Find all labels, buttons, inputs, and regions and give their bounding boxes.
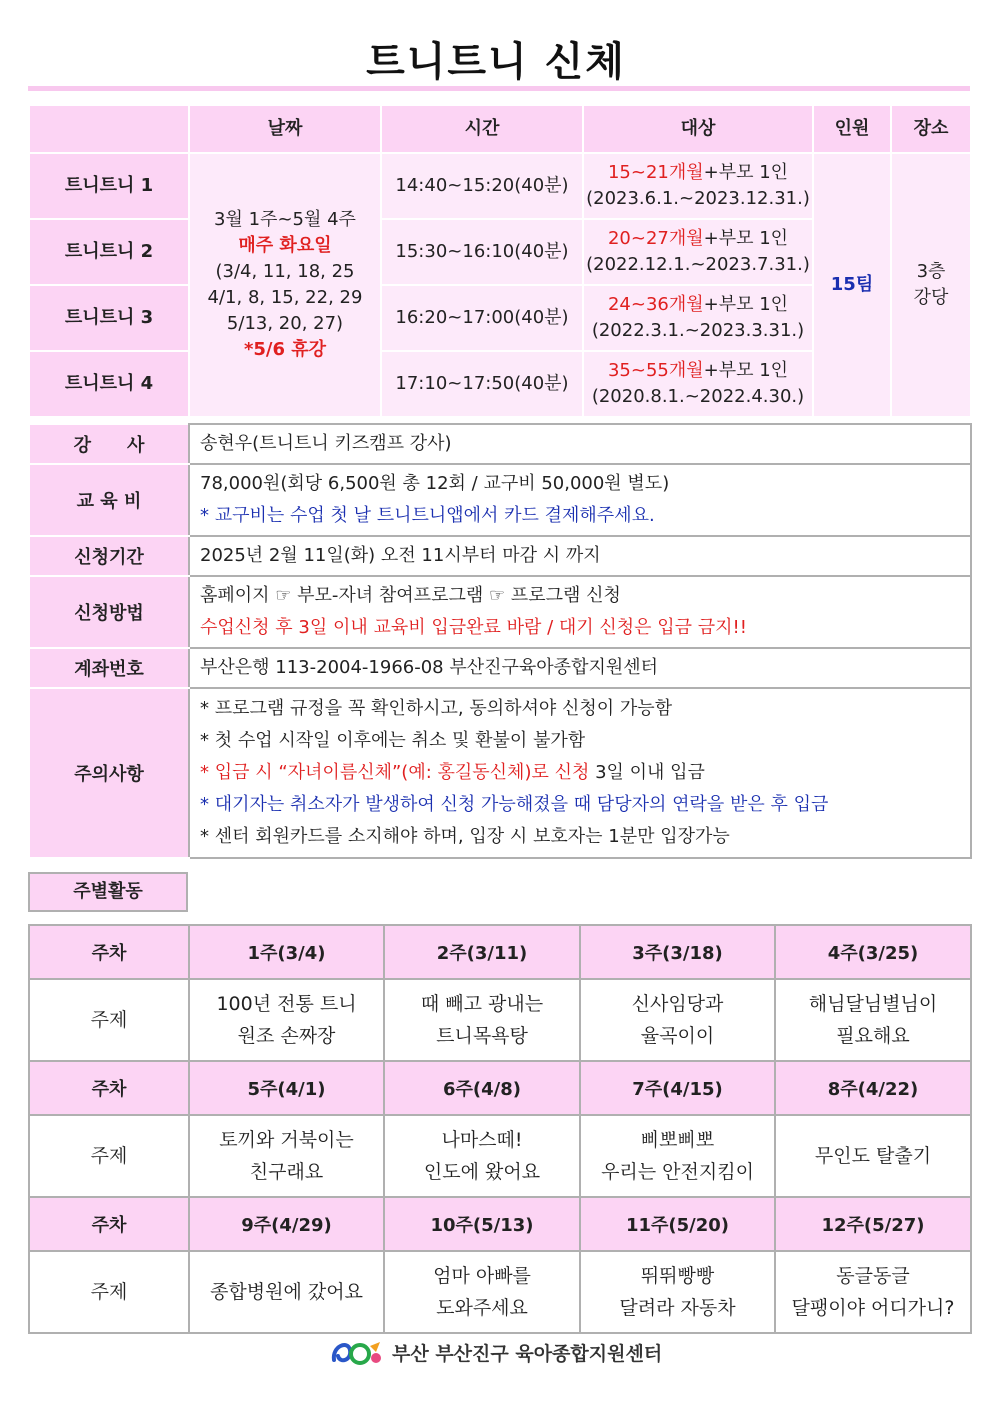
target-birth: (2023.6.1.~2023.12.31.): [586, 188, 810, 209]
date-holiday: *5/6 휴강: [243, 339, 327, 360]
note-item: * 센터 회원카드를 소지해야 하며, 입장 시 보호자는 1분만 입장가능: [200, 826, 730, 847]
footer-text: 부산 부산진구 육아종합지원센터: [392, 1342, 663, 1365]
capacity-cell: 15팀: [813, 153, 891, 417]
weekly-table: [28, 924, 972, 1334]
week-cell: 7주(4/15): [580, 1061, 775, 1115]
class-name: 트니트니 4: [29, 351, 189, 417]
target-birth: (2022.12.1.~2023.7.31.): [586, 254, 810, 275]
week-cell: 11주(5/20): [580, 1197, 775, 1251]
class-time: 16:20~17:00(40분): [381, 285, 583, 351]
fee-value: 78,000원(회당 6,500원 총 12회 / 교구비 50,000원 별도): [200, 473, 670, 494]
target-age: 20~27개월: [607, 228, 704, 249]
class-target: [583, 153, 813, 219]
topic-line: 인도에 왔어요: [423, 1161, 541, 1183]
notes-cell: [189, 688, 971, 858]
info-table: [28, 423, 972, 859]
topic-line: 뛰뛰빵빵: [640, 1265, 715, 1287]
week-cell: 8주(4/22): [775, 1061, 971, 1115]
method-value: 홈페이지 ☞ 부모-자녀 참여프로그램 ☞ 프로그램 신청: [200, 585, 621, 606]
topic-cell: [384, 1115, 580, 1197]
topic-cell: [189, 1115, 384, 1197]
topic-cell: [189, 979, 384, 1061]
topic-line: 도와주세요: [436, 1297, 528, 1319]
target-birth: (2022.3.1.~2023.3.31.): [591, 320, 805, 341]
target-age: 24~36개월: [607, 294, 704, 315]
topic-line: 필요해요: [836, 1025, 910, 1047]
note-item: [200, 757, 960, 789]
place-cell: [891, 153, 971, 417]
topic-cell: [580, 1115, 775, 1197]
week-row-label: 주차: [29, 1061, 189, 1115]
week-cell: 3주(3/18): [580, 925, 775, 979]
week-cell: 5주(4/1): [189, 1061, 384, 1115]
fee-label: 교 육 비: [29, 464, 189, 536]
week-cell: 4주(3/25): [775, 925, 971, 979]
fee-note: * 교구비는 수업 첫 날 트니트니앱에서 카드 결제해주세요.: [200, 505, 655, 526]
topic-cell: [580, 1251, 775, 1333]
topic-cell: [775, 979, 971, 1061]
schedule-header-capacity: 인원: [813, 105, 891, 153]
topic-line: 100년 전통 트니: [216, 993, 357, 1015]
topic-line: 친구래요: [249, 1161, 324, 1183]
title-underline: [28, 86, 970, 91]
topic-row-label: 주제: [29, 1115, 189, 1197]
footer: [330, 1334, 662, 1370]
topic-line: 토끼와 거북이는: [219, 1129, 354, 1151]
place-room: 강당: [913, 287, 949, 308]
schedule-header-date: 날짜: [189, 105, 381, 153]
week-cell: 9주(4/29): [189, 1197, 384, 1251]
note-rest-part: 3일 이내 입금: [589, 762, 705, 783]
topic-cell: [384, 1251, 580, 1333]
date-list-april: 4/1, 8, 15, 22, 29: [207, 287, 363, 308]
topic-cell: [775, 1251, 971, 1333]
date-weekday: 매주 화요일: [238, 235, 332, 256]
schedule-header-target: 대상: [583, 105, 813, 153]
instructor-label: 강 사: [29, 424, 189, 464]
period-label: 신청기간: [29, 536, 189, 576]
date-list-may: 5/13, 20, 27): [226, 313, 344, 334]
note-red-part: * 입금 시 “자녀이름신체”(예: 홍길동신체)로 신청: [200, 762, 590, 783]
week-cell: 10주(5/13): [384, 1197, 580, 1251]
week-cell: 12주(5/27): [775, 1197, 971, 1251]
class-time: 14:40~15:20(40분): [381, 153, 583, 219]
week-row-label: 주차: [29, 1197, 189, 1251]
page-title: 트니트니 신체: [366, 39, 626, 85]
topic-cell: [775, 1115, 971, 1197]
schedule-header-blank: [29, 105, 189, 153]
note-item: * 대기자는 취소자가 발생하여 신청 가능해졌을 때 담당자의 연락을 받은 후 입금: [200, 794, 829, 815]
topic-row-label: 주제: [29, 1251, 189, 1333]
date-cell: [189, 153, 381, 417]
place-floor: 3층: [916, 261, 946, 282]
topic-line: 종합병원에 갔어요: [210, 1281, 363, 1303]
topic-line: 원조 손짜장: [237, 1025, 336, 1047]
topic-line: 나마스떼!: [441, 1129, 523, 1151]
topic-line: 우리는 안전지킴이: [601, 1161, 754, 1183]
center-logo-icon: [330, 1336, 384, 1368]
class-target: [583, 285, 813, 351]
week-cell: 6주(4/8): [384, 1061, 580, 1115]
topic-line: 율곡이이: [640, 1025, 715, 1047]
method-note: 수업신청 후 3일 이내 교육비 입금완료 바람 / 대기 신청은 입금 금지!!: [200, 617, 747, 638]
method-cell: [189, 576, 971, 648]
instructor-value: 송현우(트니트니 키즈캠프 강사): [189, 424, 971, 464]
topic-line: 때 빼고 광내는: [420, 993, 544, 1015]
account-label: 계좌번호: [29, 648, 189, 688]
fee-cell: [189, 464, 971, 536]
topic-line: 해님달님별님이: [808, 993, 938, 1015]
topic-line: 트니목욕탕: [436, 1025, 528, 1047]
note-item: * 첫 수업 시작일 이후에는 취소 및 환불이 불가함: [200, 730, 586, 751]
class-target: [583, 219, 813, 285]
weekly-activity-tag: 주별활동: [28, 872, 188, 912]
week-row-label: 주차: [29, 925, 189, 979]
account-value: 부산은행 113-2004-1966-08 부산진구육아종합지원센터: [189, 648, 971, 688]
class-time: 15:30~16:10(40분): [381, 219, 583, 285]
target-suffix: +부모 1인: [703, 228, 789, 249]
target-suffix: +부모 1인: [703, 162, 789, 183]
topic-cell: [580, 979, 775, 1061]
schedule-table: [28, 104, 972, 418]
class-time: 17:10~17:50(40분): [381, 351, 583, 417]
schedule-header-place: 장소: [891, 105, 971, 153]
target-age: 15~21개월: [607, 162, 704, 183]
class-target: [583, 351, 813, 417]
notes-label: 주의사항: [29, 688, 189, 858]
week-cell: 2주(3/11): [384, 925, 580, 979]
class-name: 트니트니 3: [29, 285, 189, 351]
topic-cell: [189, 1251, 384, 1333]
target-suffix: +부모 1인: [703, 294, 789, 315]
date-range: 3월 1주~5월 4주: [214, 209, 356, 230]
week-cell: 1주(3/4): [189, 925, 384, 979]
schedule-header-time: 시간: [381, 105, 583, 153]
method-label: 신청방법: [29, 576, 189, 648]
note-item: * 프로그램 규정을 꼭 확인하시고, 동의하셔야 신청이 가능함: [200, 698, 673, 719]
topic-line: 달려라 자동차: [619, 1297, 736, 1319]
class-name: 트니트니 2: [29, 219, 189, 285]
topic-cell: [384, 979, 580, 1061]
topic-line: 삐뽀삐뽀: [640, 1129, 715, 1151]
topic-line: 무인도 탈출기: [814, 1145, 932, 1167]
topic-row-label: 주제: [29, 979, 189, 1061]
period-value: 2025년 2월 11일(화) 오전 11시부터 마감 시 까지: [189, 536, 971, 576]
topic-line: 달팽이야 어디가니?: [791, 1297, 955, 1319]
date-list-march: (3/4, 11, 18, 25: [215, 261, 355, 282]
target-age: 35~55개월: [607, 360, 704, 381]
topic-line: 동글동글: [836, 1265, 910, 1287]
topic-line: 신사임당과: [631, 993, 724, 1015]
class-name: 트니트니 1: [29, 153, 189, 219]
topic-line: 엄마 아빠를: [433, 1265, 531, 1287]
target-suffix: +부모 1인: [703, 360, 789, 381]
target-birth: (2020.8.1.~2022.4.30.): [591, 386, 805, 407]
